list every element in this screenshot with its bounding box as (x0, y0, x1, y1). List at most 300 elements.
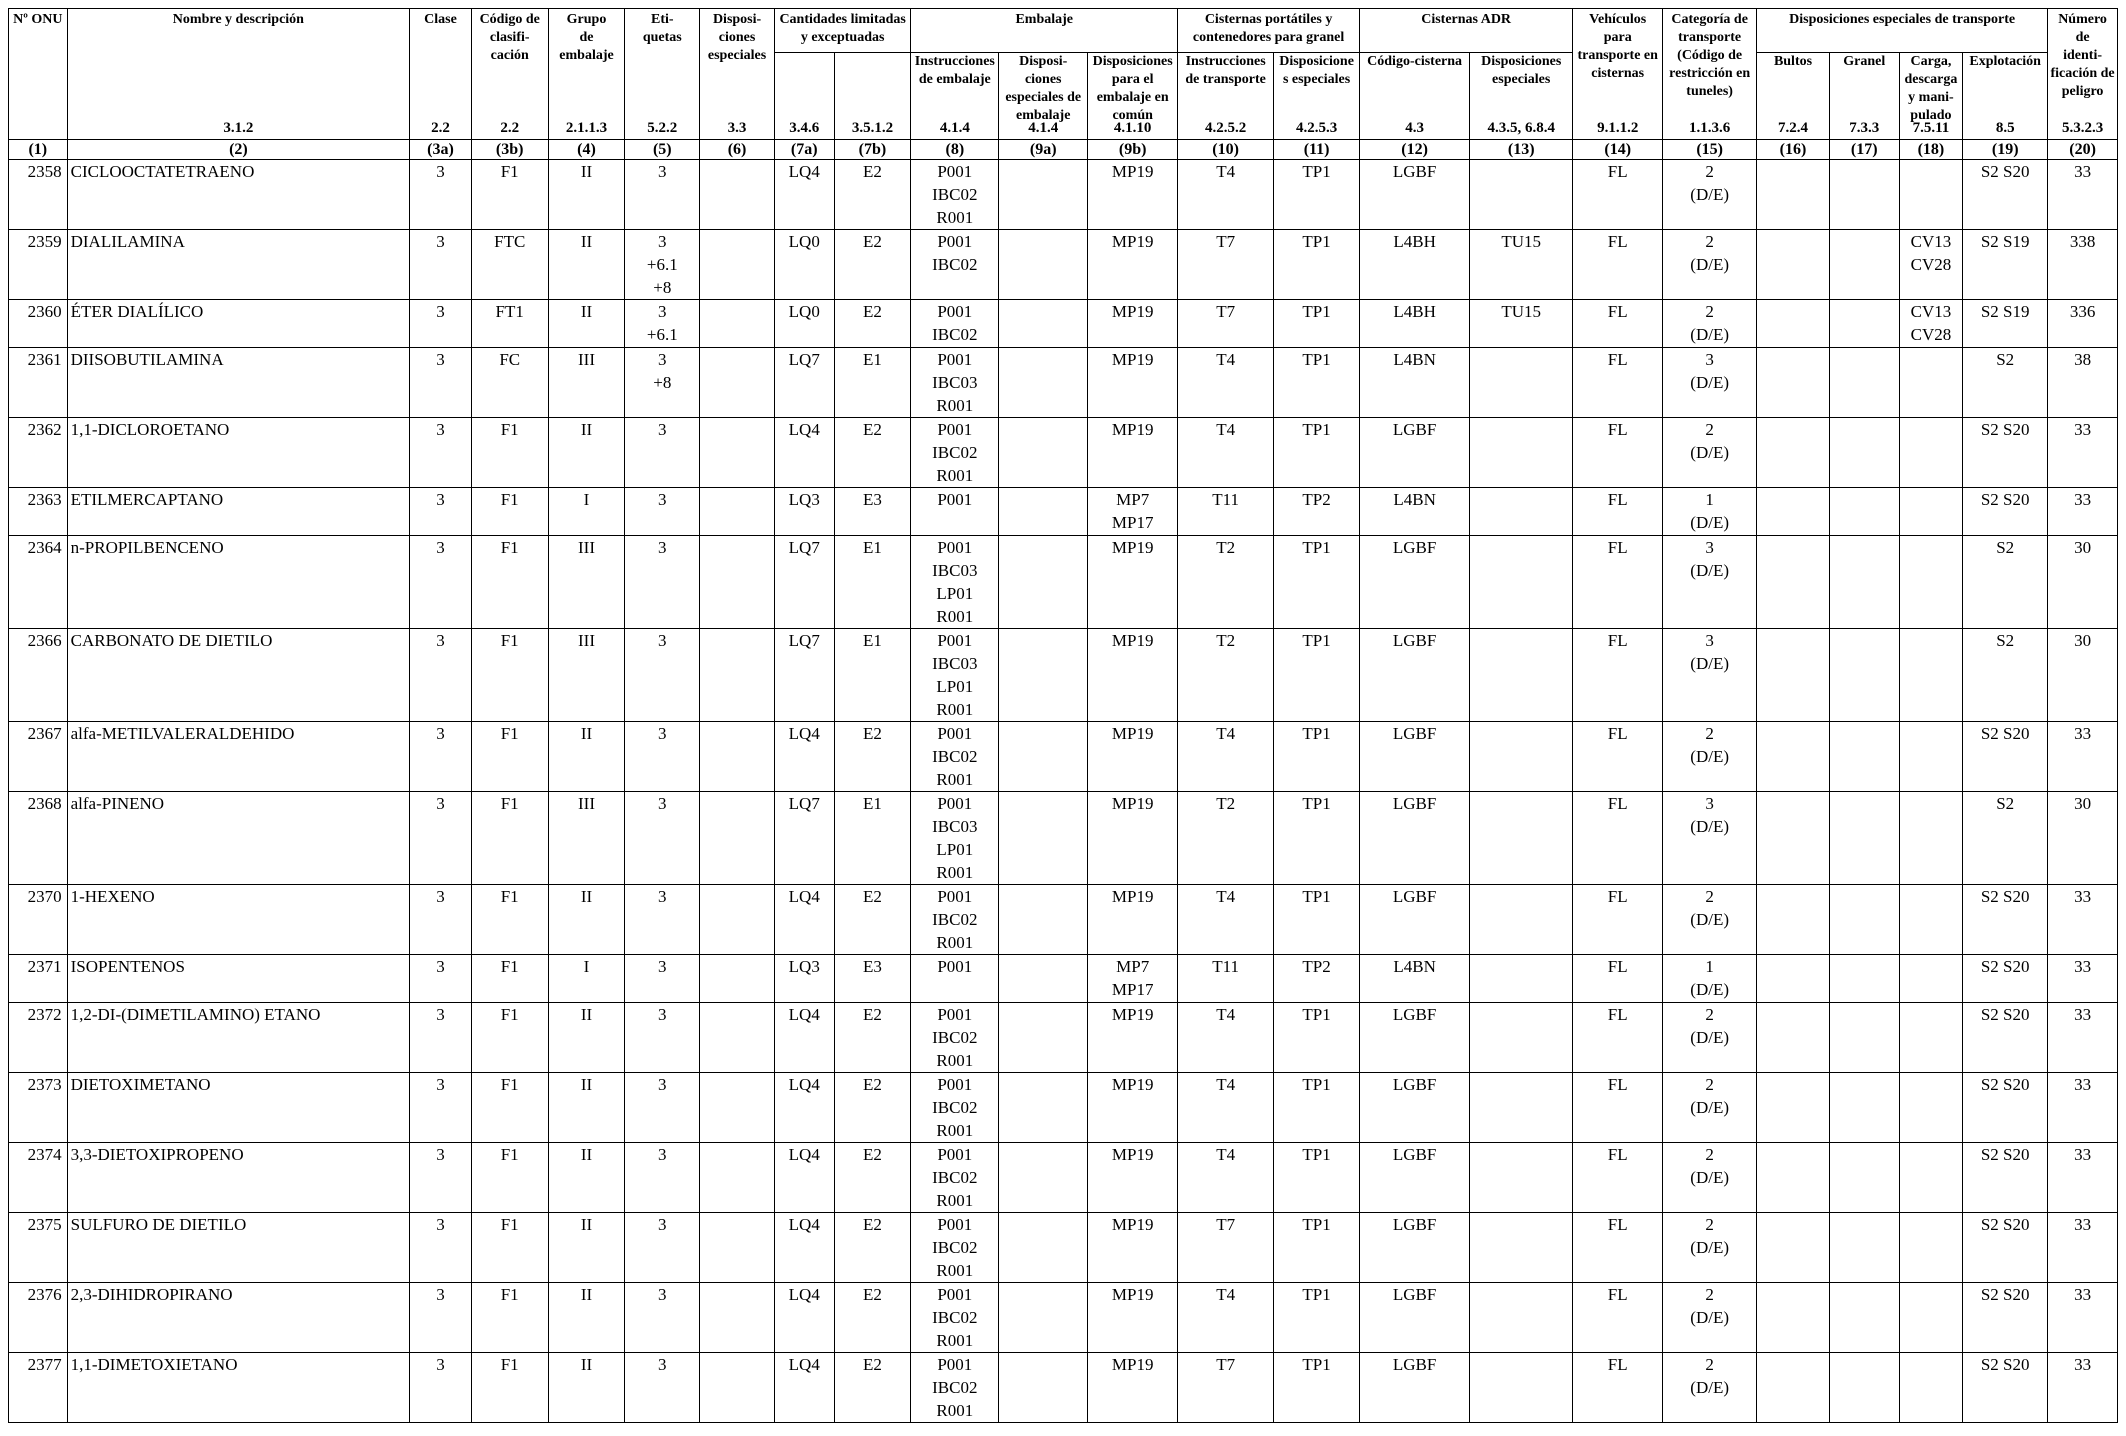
disp-comun-cell (1088, 1143, 1178, 1213)
disp-embalaje-cell (999, 955, 1088, 1003)
disp-cisterna-cell: TP1 (1274, 722, 1360, 792)
explotacion-cell: S2 S20 (1963, 1213, 2048, 1283)
name-cell: 2,3-DIHIDROPIRANO (67, 1283, 410, 1353)
table-row (9, 885, 2118, 955)
grupo-cell: II (548, 418, 625, 488)
categoria-cell (1663, 1143, 1757, 1213)
header-codigo: Código de clasifi- cación 2.2 (471, 9, 548, 140)
cell-line: IBC02 (932, 1028, 978, 1047)
table-row (9, 488, 2118, 536)
disposiciones-cell (700, 348, 775, 418)
header-instr-transporte: Instrucciones de transporte 4.2.5.2 (1178, 53, 1274, 140)
cell-line: P001 (937, 1005, 973, 1024)
header-disp-embalaje: Disposi- ciones especiales de embalaje 4.1.4 (999, 53, 1088, 140)
name-cell: CICLOOCTATETRAENO (67, 160, 410, 230)
instrucciones-cell (911, 1073, 999, 1143)
disp-comun-cell (1088, 1073, 1178, 1143)
column-number: (20) (2048, 140, 2118, 160)
instr-transporte-cell: T7 (1178, 300, 1274, 348)
disp-adr-cell (1470, 536, 1573, 629)
clase-cell: 3 (410, 1143, 472, 1213)
disp-comun-cell (1088, 160, 1178, 230)
name-cell: 1,1-DICLOROETANO (67, 418, 410, 488)
cell-line: P001 (937, 1355, 973, 1374)
categoria-cell (1663, 1213, 1757, 1283)
cell-line: 2 (1705, 1215, 1714, 1234)
header-disposiciones: Disposi- ciones especiales 3.3 (700, 9, 775, 140)
cell-line: 3 (658, 1215, 667, 1234)
codigo-cell: F1 (471, 418, 548, 488)
name-cell: DIISOBUTILAMINA (67, 348, 410, 418)
cell-line: R001 (936, 1331, 974, 1350)
header-granel: Granel 7.3.3 (1829, 53, 1899, 140)
disp-cisterna-cell: TP1 (1274, 1283, 1360, 1353)
cell-line: P001 (937, 420, 973, 439)
column-number: (7b) (834, 140, 911, 160)
lq-cell: LQ7 (774, 536, 834, 629)
column-number: (14) (1573, 140, 1663, 160)
cell-line: (D/E) (1690, 1028, 1729, 1047)
etiquetas-cell (625, 1213, 700, 1283)
disp-adr-cell (1470, 1003, 1573, 1073)
name-cell: ISOPENTENOS (67, 955, 410, 1003)
cell-line: MP7 (1116, 490, 1150, 509)
table-row (9, 160, 2118, 230)
codigo-cisterna-cell: LGBF (1360, 160, 1470, 230)
cell-line: R001 (936, 1191, 974, 1210)
column-number: (17) (1829, 140, 1899, 160)
e-cell: E1 (834, 536, 911, 629)
disp-embalaje-cell (999, 1213, 1088, 1283)
etiquetas-cell (625, 1003, 700, 1073)
granel-cell (1829, 230, 1899, 300)
header-cisternas-portatiles: Cisternas portátiles y contenedores para granel (1178, 9, 1360, 53)
cell-line: MP19 (1111, 420, 1154, 439)
cell-line: R001 (936, 466, 974, 485)
cell-line: 3 (658, 957, 667, 976)
header-vehiculos: Vehículos para transporte en cisternas 9.1.1.2 (1573, 9, 1663, 140)
granel-cell (1829, 418, 1899, 488)
cell-line: IBC02 (932, 1378, 978, 1397)
lq-cell: LQ4 (774, 885, 834, 955)
explotacion-cell: S2 S20 (1963, 885, 2048, 955)
column-number: (3b) (471, 140, 548, 160)
disp-adr-cell (1470, 1143, 1573, 1213)
header-carga: Carga, descarga y mani- pulado 7.5.11 (1899, 53, 1963, 140)
disp-comun-cell (1088, 792, 1178, 885)
un-cell: 2358 (9, 160, 68, 230)
column-number: (18) (1899, 140, 1963, 160)
cell-line: +8 (653, 373, 672, 392)
explotacion-cell: S2 S20 (1963, 1073, 2048, 1143)
cell-line: (D/E) (1690, 1308, 1729, 1327)
codigo-cell: F1 (471, 629, 548, 722)
cell-line: 3 (658, 1145, 667, 1164)
column-number: (9b) (1088, 140, 1178, 160)
cell-line: 2 (1705, 887, 1714, 906)
vehiculos-cell: FL (1573, 1003, 1663, 1073)
peligro-cell: 33 (2048, 418, 2118, 488)
header-embalaje: Embalaje (911, 9, 1178, 53)
bultos-cell (1757, 1073, 1830, 1143)
clase-cell: 3 (410, 160, 472, 230)
etiquetas-cell (625, 418, 700, 488)
etiquetas-cell (625, 629, 700, 722)
grupo-cell: II (548, 1143, 625, 1213)
grupo-cell: III (548, 792, 625, 885)
codigo-cisterna-cell: LGBF (1360, 1073, 1470, 1143)
disp-embalaje-cell (999, 160, 1088, 230)
granel-cell (1829, 885, 1899, 955)
carga-cell (1899, 629, 1963, 722)
disposiciones-cell (700, 536, 775, 629)
cell-line: R001 (936, 1051, 974, 1070)
instr-transporte-cell: T2 (1178, 792, 1274, 885)
cell-line: MP19 (1111, 302, 1154, 321)
disp-comun-cell (1088, 230, 1178, 300)
cell-line: R001 (936, 208, 974, 227)
vehiculos-cell: FL (1573, 300, 1663, 348)
vehiculos-cell: FL (1573, 1353, 1663, 1423)
disp-embalaje-cell (999, 230, 1088, 300)
instr-transporte-cell: T4 (1178, 1003, 1274, 1073)
instrucciones-cell (911, 536, 999, 629)
grupo-cell: III (548, 348, 625, 418)
disposiciones-cell (700, 1353, 775, 1423)
bultos-cell (1757, 1003, 1830, 1073)
instrucciones-cell (911, 1213, 999, 1283)
carga-cell (1899, 418, 1963, 488)
name-cell: 1-HEXENO (67, 885, 410, 955)
cell-line: MP19 (1111, 794, 1154, 813)
disp-embalaje-cell (999, 300, 1088, 348)
disp-embalaje-cell (999, 488, 1088, 536)
cell-line: IBC02 (932, 255, 978, 274)
cell-line: P001 (937, 1145, 973, 1164)
name-cell: DIALILAMINA (67, 230, 410, 300)
cell-line: 3 (658, 350, 667, 369)
disp-embalaje-cell (999, 1073, 1088, 1143)
instrucciones-cell (911, 722, 999, 792)
disp-cisterna-cell: TP1 (1274, 629, 1360, 722)
disposiciones-cell (700, 955, 775, 1003)
grupo-cell: II (548, 1283, 625, 1353)
cell-line: 3 (1705, 350, 1714, 369)
un-cell: 2368 (9, 792, 68, 885)
cell-line: (D/E) (1690, 443, 1729, 462)
disp-adr-cell: TU15 (1470, 300, 1573, 348)
cell-line: P001 (937, 1285, 973, 1304)
vehiculos-cell: FL (1573, 536, 1663, 629)
bultos-cell (1757, 1143, 1830, 1213)
cell-line: IBC02 (932, 185, 978, 204)
cell-line: 3 (658, 794, 667, 813)
table-row (9, 955, 2118, 1003)
column-number: (16) (1757, 140, 1830, 160)
column-number: (3a) (410, 140, 472, 160)
column-number: (11) (1274, 140, 1360, 160)
peligro-cell: 33 (2048, 955, 2118, 1003)
instr-transporte-cell: T4 (1178, 160, 1274, 230)
codigo-cell: F1 (471, 885, 548, 955)
lq-cell: LQ4 (774, 418, 834, 488)
disp-embalaje-cell (999, 1353, 1088, 1423)
categoria-cell (1663, 1353, 1757, 1423)
lq-cell: LQ3 (774, 955, 834, 1003)
cell-line: 3 (658, 420, 667, 439)
etiquetas-cell (625, 348, 700, 418)
disposiciones-cell (700, 792, 775, 885)
codigo-cell: F1 (471, 1073, 548, 1143)
cell-line: 2 (1705, 1075, 1714, 1094)
cell-line: CV13 (1910, 232, 1952, 251)
disp-comun-cell (1088, 300, 1178, 348)
header-categoria: Categoría de transporte (Código de restricción en tuneles) 1.1.3.6 (1663, 9, 1757, 140)
e-cell: E2 (834, 1143, 911, 1213)
bultos-cell (1757, 722, 1830, 792)
vehiculos-cell: FL (1573, 1143, 1663, 1213)
codigo-cell: F1 (471, 1283, 548, 1353)
e-cell: E2 (834, 160, 911, 230)
bultos-cell (1757, 536, 1830, 629)
un-cell: 2362 (9, 418, 68, 488)
codigo-cell: F1 (471, 1003, 548, 1073)
instrucciones-cell (911, 1143, 999, 1213)
bultos-cell (1757, 1213, 1830, 1283)
granel-cell (1829, 1073, 1899, 1143)
table-header (9, 9, 2118, 160)
carga-cell (1899, 792, 1963, 885)
codigo-cell: FC (471, 348, 548, 418)
cell-line: +6.1 (646, 255, 678, 274)
cell-line: LP01 (936, 584, 974, 603)
header-peligro: Número de identi- ficación de peligro 5.3.2.3 (2048, 9, 2118, 140)
categoria-cell (1663, 722, 1757, 792)
cell-line: IBC02 (932, 1308, 978, 1327)
column-number: (13) (1470, 140, 1573, 160)
column-number: (15) (1663, 140, 1757, 160)
cell-line: P001 (937, 1215, 973, 1234)
cell-line: (D/E) (1690, 325, 1729, 344)
clase-cell: 3 (410, 1353, 472, 1423)
categoria-cell (1663, 1073, 1757, 1143)
codigo-cell: F1 (471, 536, 548, 629)
disp-comun-cell (1088, 1353, 1178, 1423)
grupo-cell: I (548, 955, 625, 1003)
vehiculos-cell: FL (1573, 955, 1663, 1003)
instr-transporte-cell: T4 (1178, 885, 1274, 955)
granel-cell (1829, 1003, 1899, 1073)
codigo-cisterna-cell: LGBF (1360, 885, 1470, 955)
cell-line: R001 (936, 933, 974, 952)
codigo-cell: F1 (471, 792, 548, 885)
un-cell: 2360 (9, 300, 68, 348)
codigo-cisterna-cell: LGBF (1360, 1283, 1470, 1353)
codigo-cisterna-cell: L4BN (1360, 488, 1470, 536)
explotacion-cell: S2 S20 (1963, 955, 2048, 1003)
column-number-row (9, 140, 2118, 160)
instr-transporte-cell: T2 (1178, 536, 1274, 629)
name-cell: ÉTER DIALÍLICO (67, 300, 410, 348)
disposiciones-cell (700, 1003, 775, 1073)
grupo-cell: II (548, 1353, 625, 1423)
disposiciones-cell (700, 1283, 775, 1353)
cell-line: MP19 (1111, 1145, 1154, 1164)
instrucciones-cell (911, 885, 999, 955)
cell-line: 3 (658, 1005, 667, 1024)
explotacion-cell: S2 (1963, 348, 2048, 418)
codigo-cisterna-cell: LGBF (1360, 629, 1470, 722)
table-row (9, 1143, 2118, 1213)
cell-line: P001 (937, 350, 973, 369)
granel-cell (1829, 300, 1899, 348)
instrucciones-cell (911, 1003, 999, 1073)
dangerous-goods-table (8, 8, 2118, 1423)
peligro-cell: 30 (2048, 536, 2118, 629)
explotacion-cell: S2 S20 (1963, 160, 2048, 230)
peligro-cell: 336 (2048, 300, 2118, 348)
header-cantidades: Cantidades limitadas y exceptuadas (774, 9, 910, 53)
cell-line: 3 (658, 724, 667, 743)
header-disp-comun: Disposiciones para el embalaje en común 4.1.10 (1088, 53, 1178, 140)
disp-adr-cell (1470, 1353, 1573, 1423)
e-cell: E3 (834, 955, 911, 1003)
cell-line: 3 (1705, 794, 1714, 813)
cell-line: (D/E) (1690, 513, 1729, 532)
bultos-cell (1757, 300, 1830, 348)
instr-transporte-cell: T4 (1178, 1073, 1274, 1143)
cell-line: IBC02 (932, 1168, 978, 1187)
instr-transporte-cell: T4 (1178, 1283, 1274, 1353)
cell-line: (D/E) (1690, 1098, 1729, 1117)
instr-transporte-cell: T4 (1178, 348, 1274, 418)
etiquetas-cell (625, 792, 700, 885)
disp-embalaje-cell (999, 418, 1088, 488)
cell-line: R001 (936, 863, 974, 882)
etiquetas-cell (625, 1073, 700, 1143)
explotacion-cell: S2 S20 (1963, 1353, 2048, 1423)
instrucciones-cell (911, 230, 999, 300)
grupo-cell: II (548, 230, 625, 300)
instrucciones-cell (911, 488, 999, 536)
disposiciones-cell (700, 488, 775, 536)
cell-line: LP01 (936, 840, 974, 859)
instrucciones-cell (911, 348, 999, 418)
un-cell: 2374 (9, 1143, 68, 1213)
codigo-cisterna-cell: L4BH (1360, 230, 1470, 300)
un-cell: 2372 (9, 1003, 68, 1073)
carga-cell (1899, 885, 1963, 955)
column-number: (4) (548, 140, 625, 160)
cell-line: (D/E) (1690, 910, 1729, 929)
cell-line: IBC02 (932, 910, 978, 929)
disp-cisterna-cell: TP1 (1274, 792, 1360, 885)
lq-cell: LQ4 (774, 1213, 834, 1283)
cell-line: MP19 (1111, 631, 1154, 650)
etiquetas-cell (625, 488, 700, 536)
carga-cell (1899, 230, 1963, 300)
explotacion-cell: S2 S20 (1963, 1283, 2048, 1353)
un-cell: 2359 (9, 230, 68, 300)
disp-adr-cell (1470, 722, 1573, 792)
explotacion-cell: S2 S20 (1963, 1143, 2048, 1213)
cell-line: MP19 (1111, 1005, 1154, 1024)
peligro-cell: 33 (2048, 1073, 2118, 1143)
cell-line: IBC02 (932, 325, 978, 344)
disposiciones-cell (700, 1213, 775, 1283)
header-instrucciones-embalaje: Instrucciones de embalaje 4.1.4 (911, 53, 999, 140)
cell-line: MP19 (1111, 724, 1154, 743)
granel-cell (1829, 792, 1899, 885)
table-row (9, 1003, 2118, 1073)
cell-line: MP19 (1111, 1075, 1154, 1094)
un-cell: 2367 (9, 722, 68, 792)
clase-cell: 3 (410, 300, 472, 348)
bultos-cell (1757, 488, 1830, 536)
cell-line: CV28 (1910, 325, 1952, 344)
cell-line: 3 (1705, 538, 1714, 557)
peligro-cell: 33 (2048, 488, 2118, 536)
cell-line: MP19 (1111, 887, 1154, 906)
lq-cell: LQ7 (774, 792, 834, 885)
header-etiquetas: Eti- quetas 5.2.2 (625, 9, 700, 140)
codigo-cell: F1 (471, 1353, 548, 1423)
instrucciones-cell (911, 1353, 999, 1423)
cell-line: 2 (1705, 1355, 1714, 1374)
e-cell: E2 (834, 1353, 911, 1423)
cell-line: R001 (936, 396, 974, 415)
clase-cell: 3 (410, 1003, 472, 1073)
name-cell: alfa-PINENO (67, 792, 410, 885)
bultos-cell (1757, 629, 1830, 722)
cell-line: 3 (658, 538, 667, 557)
vehiculos-cell: FL (1573, 1283, 1663, 1353)
granel-cell (1829, 536, 1899, 629)
vehiculos-cell: FL (1573, 488, 1663, 536)
categoria-cell (1663, 300, 1757, 348)
un-cell: 2361 (9, 348, 68, 418)
disposiciones-cell (700, 1073, 775, 1143)
disp-adr-cell (1470, 792, 1573, 885)
instr-transporte-cell: T7 (1178, 1213, 1274, 1283)
cell-line: LP01 (936, 677, 974, 696)
disposiciones-cell (700, 722, 775, 792)
table-row (9, 1283, 2118, 1353)
vehiculos-cell: FL (1573, 230, 1663, 300)
disp-cisterna-cell: TP1 (1274, 536, 1360, 629)
e-cell: E2 (834, 1213, 911, 1283)
header-disp-adr: Disposiciones especiales 4.3.5, 6.8.4 (1470, 53, 1573, 140)
e-cell: E3 (834, 488, 911, 536)
peligro-cell: 33 (2048, 1143, 2118, 1213)
header-bultos: Bultos 7.2.4 (1757, 53, 1830, 140)
disp-adr-cell (1470, 629, 1573, 722)
table-row (9, 1353, 2118, 1423)
name-cell: CARBONATO DE DIETILO (67, 629, 410, 722)
lq-cell: LQ4 (774, 1283, 834, 1353)
cell-line: P001 (937, 887, 973, 906)
column-number: (2) (67, 140, 410, 160)
disp-comun-cell (1088, 629, 1178, 722)
cell-line: MP19 (1111, 1215, 1154, 1234)
column-number: (10) (1178, 140, 1274, 160)
codigo-cisterna-cell: L4BN (1360, 955, 1470, 1003)
un-cell: 2363 (9, 488, 68, 536)
lq-cell: LQ4 (774, 722, 834, 792)
cell-line: CV13 (1910, 302, 1952, 321)
cell-line: CV28 (1910, 255, 1952, 274)
cell-line: (D/E) (1690, 1378, 1729, 1397)
